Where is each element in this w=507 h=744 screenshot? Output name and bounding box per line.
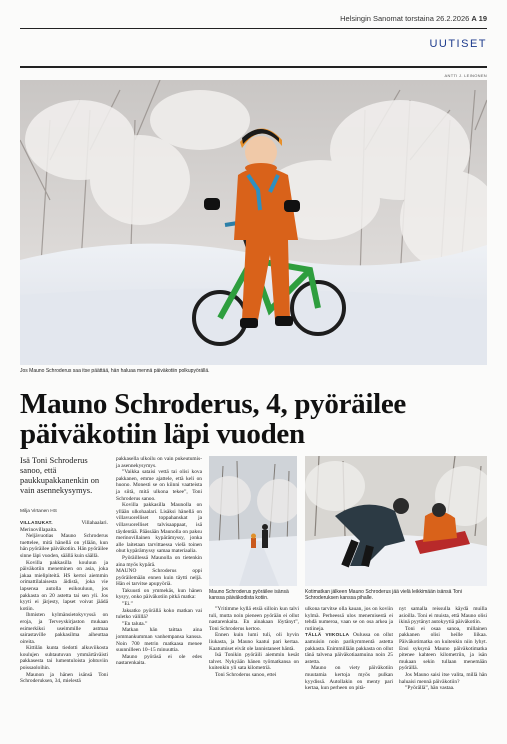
paragraph: Maunon ja hänen isänsä Toni Schroderuksen, 34, mielestä — [20, 671, 108, 685]
paragraph: nyt samalla reissulla käydä muilla asioilla. Toni ei muista, että Mauno olisi ikinä pyytänyt autokyytiä päiväkotiin. — [399, 606, 487, 626]
photo2-caption: Mauno Schroderus pyöräilee isänsä kanssa päiväkodista kotiin. — [209, 589, 289, 601]
column-3 — [209, 606, 299, 679]
paragraph: Jaksatko pyörällä koko matkan vai tuletko välillä? — [116, 607, 202, 621]
paragraph: TÄLLÄ VIIKOLLA Oulussa on ollut aamuisin noin parikymmentä astetta pakkasta. Enimmillään pakkasta on ollut tänä talvena päiväkotiaamuina noin 25 astetta. — [305, 632, 394, 665]
paragraph: pakkasella ulkoilu on vain pukeutumis- ja asennekysymys. — [116, 456, 202, 469]
paragraph: ”Ei.” — [122, 601, 133, 608]
standfirst: Isä Toni Schroderus sanoo, että paukkupakkanenkin on vain asennekysymys. — [20, 455, 100, 495]
photo3-caption: Kotimatkan jälkeen Mauno Schroderus jää vielä leikkimään isänsä Toni Schroderuksen kanssa pihalle. — [305, 589, 462, 601]
paragraph-lead: TÄLLÄ VIIKOLLA — [305, 632, 350, 638]
column-4 — [305, 606, 393, 692]
paragraph: Mauno on viety päiväkotiin muutamia kertoja myös pulkan kyydissä. Autollakin on menty pari kertaa, kun perheen on pitä- — [305, 665, 393, 692]
page-number: A 19 — [471, 14, 487, 23]
paragraph: Neljävuotias Mauno Schroderus tuettelee, mitä hänellä on yllään, kun hän pyöräilee päiväkotiin. Hän pyöräilee sinne läpi vuoden, säällä kuin säällä. — [20, 533, 108, 559]
main-photo-caption: Jos Mauno Schroderus saa itse päättää, hän haluaa mennä päiväkotiin polkupyörällä. — [20, 368, 210, 374]
paragraph: ”Yritimme kyllä etsiä silloin kun talvi tuli, mutta noin pieneen pyörään ei ollut nastarenkaita. En ainakaan löytänyt”, Toni Schroderus kertoo. — [209, 606, 299, 632]
paragraph: ”En taluta.” — [122, 620, 148, 627]
paragraph: Pyöräillessä Maunolla on tietenkin aina myös kypärä. — [116, 554, 202, 568]
paragraph: Toni Schroderus sanoo, ettei — [215, 671, 277, 678]
headline-line-1: Mauno Schroderus, 4, pyöräilee — [20, 388, 406, 420]
column-5 — [399, 606, 487, 692]
column-2 — [116, 456, 202, 667]
paragraph: Toni ei osaa sanoa, millainen pakkanen olisi heille liikaa. Päiväkotimatka on kuitenkin niin lyhyt. Ensi syksynä Mauno päiväkotimatka pitenee kahteen kilometriin, ja isän mukaan sekin tullaan menemään pyörällä. — [399, 625, 487, 672]
paragraph: ”Pyörällä”, hän vastaa. — [405, 685, 455, 692]
photo-playing-in-yard — [305, 456, 487, 586]
main-photo — [20, 80, 487, 365]
headline-line-2: päiväkotiin läpi vuoden — [20, 418, 305, 450]
paragraph: Mauno pyöräsä ei ole edes nastarenkaita. — [116, 653, 202, 667]
column-1 — [20, 520, 108, 685]
photo-bike-ride — [209, 456, 297, 586]
paragraph: MAUNO Schroderus oppi pyöräilemään ennen kuin täytti neljä. Hän ei tarvitse apupyöriä. — [116, 568, 202, 588]
paragraph: ulkona tarvitse olla kauan, jos on koviin kylmä. Perheessä ulos menemisestä ei tehdä numeroa, vaan se on osa arkea ja rutiineja. — [305, 606, 393, 632]
headline — [20, 389, 487, 449]
paragraph: Isä Tonikin pyöräili aiemmin kesät talvet. Nykyään hänen työmatkansa on kuitenkin yli sata kilometriä. — [209, 652, 299, 672]
page-header — [20, 14, 487, 28]
paragraph: ”Vaikka sataisi vettä tai olisi kova pakkanen, emme ajattele, että keli on huono. Monesti se on kiinni vaatteista ja siitä, mitä ulkona tekee”, Toni Schroderus sanoo. — [116, 469, 202, 502]
paragraph: Matkan hän taittaa aina jommankumman vanhempansa kanssa. Noin 700 metrin matkaasa menee suunnilleen 10–15 minuuttia. — [116, 627, 202, 654]
paragraph: Kovilla pakkasilla Maunolla on yllään ulkohaalari. Lisäksi hänellä on villavuorelliset toppahanskat ja villavuorelliset talvisaappaat, isä täydentää. Päässään Maunolla on paksu merinovillainen kypärämyssy, jonka alle laitetaan tarvittaessa vielä toinen ohut kypärämyssy samaa materiaalia. — [116, 502, 202, 555]
dateline: VILLASUKAT. — [20, 520, 53, 525]
photo-credit: ANTTI J. LEINONEN — [444, 73, 487, 78]
paragraph: Takuusti on ymmekäs, kun hänen kysyy, onko päiväkotiin pitkä matka: — [116, 587, 202, 601]
header-rule — [20, 28, 487, 29]
paragraph: Kittilän kunta tiedotti alkuviikosta koulujen suhtautuvan ymmärtäväisti pakkasesta tai lumentuloista johtuviin poissaoloihin. — [20, 645, 108, 672]
paper-date: Helsingin Sanomat torstaina 26.2.2026 — [340, 14, 470, 23]
paragraph: Kovilla pakkasilla kouluun ja päiväkotiin meneminen on asia, joka jakaa mielipiteitä. HS kertoi aiemmin orimattilalaisesta äidistä, joka vie lapsensa autolla esikouluun, jos pakkasta on 20 astetta tai sen yli. Jos kyyti ei järjesty, lapset voivat jäädä kotiin. — [20, 559, 108, 612]
byline: Milja Virtanen HS — [20, 509, 57, 514]
paragraph: Ennen kuin lumi tuli, oli hyvin liukasta, ja Mauno kaatui pari kertaa. Kaatumiset eivät ole lannistaneet häntä. — [209, 632, 299, 652]
paragraph: Ihmisten kylmänsietokyvyssä on eroja, ja Terveyskirjaston mukaan esimerkiksi useimmille astmaa sairastaville pakkasilma aiheuttaa oireita. — [20, 612, 108, 645]
paragraph: Jos Mauno saisi itse valita, millä hän haluaisi mennä päiväkotiin? — [399, 671, 487, 685]
section-rule — [20, 66, 487, 68]
section-label: UUTISET — [429, 38, 487, 50]
paragraph: VILLASUKAT. Villahaalari. Merinovillapaita. — [20, 520, 108, 533]
